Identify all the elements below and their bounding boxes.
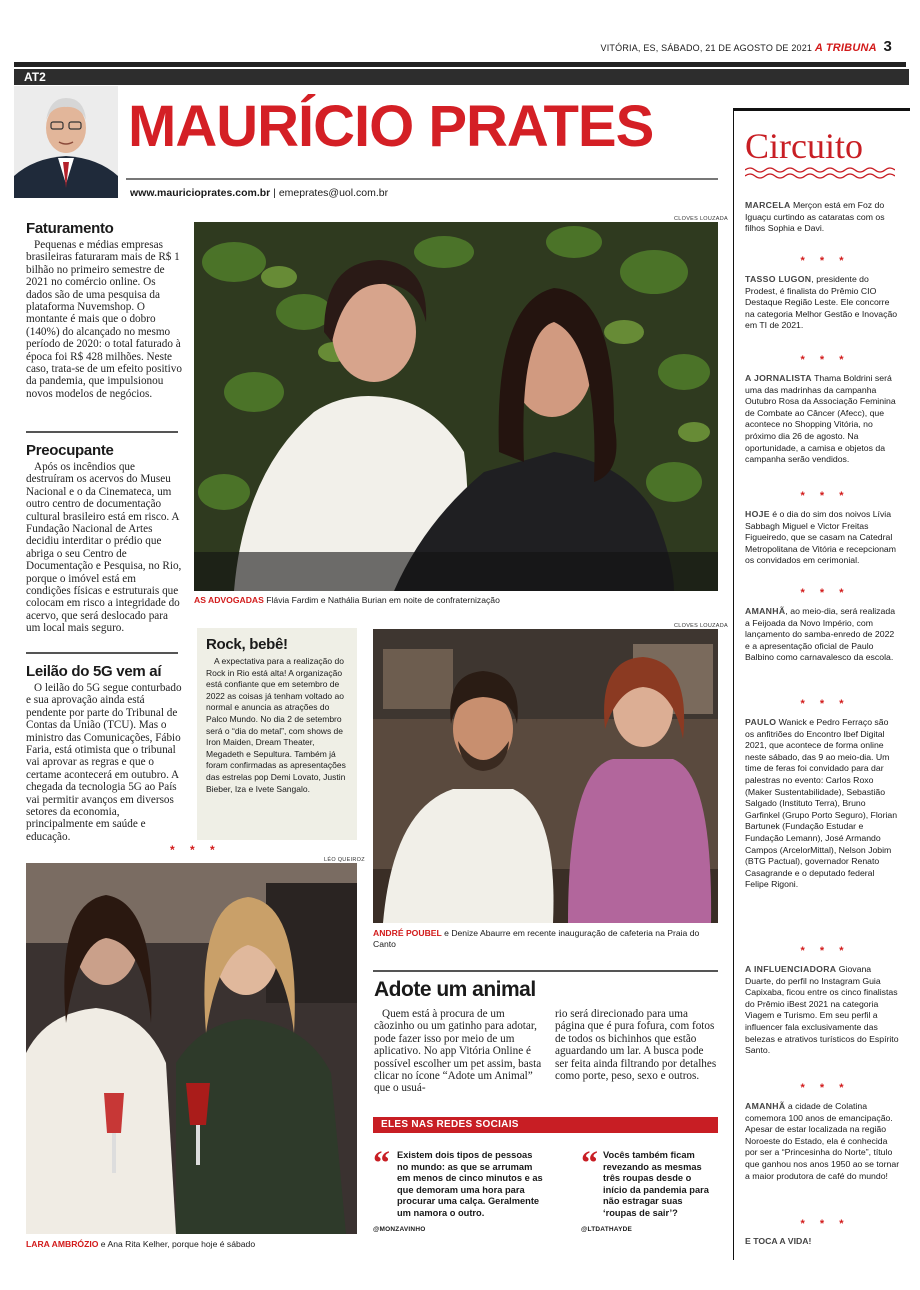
- entry-lead: TASSO LUGON: [745, 274, 812, 284]
- entry-lead: AMANHÃ: [745, 1101, 786, 1111]
- entry-separator: * * *: [800, 1218, 850, 1230]
- entry-text: Giovana Duarte, do perfil no Instagram Guia Capixaba, ficou entre os cinco finalistas do Prêmio iBest 2021 na categoria Viagem e Turismo. Em seu perfil a influencer fala exclusivamente das belezas e atrativos turísticos do Espírito Santo.: [745, 964, 899, 1056]
- story-divider: [26, 652, 178, 654]
- circuito-entry: [745, 200, 900, 235]
- story-leilao-5g: [26, 663, 182, 843]
- photo-credit: CLOVES LOUZADA: [674, 623, 729, 629]
- circuito-entry: [745, 606, 900, 664]
- story-text: Após os incêndios que destruíram os acervos do Museu Nacional e o da Cinemateca, um outro centro de documentação cultural brasileiro está em risco. A Fundação Nacional de Artes decidiu interditar o prédio que abriga o seu Centro de Documentação e Pesquisa, no Rio, porque o imóvel está em condições físicas e estruturais que colocam em risco a integridade do acervo, que será deslocado para um local mais seguro.: [26, 461, 182, 635]
- story-preocupante: [26, 442, 182, 635]
- entry-separator: * * *: [800, 1082, 850, 1094]
- photo-saturday: [26, 863, 357, 1234]
- story-divider: [373, 970, 718, 972]
- rock-title: Rock, bebê!: [206, 636, 288, 653]
- rock-box: [197, 628, 357, 840]
- email-link[interactable]: emeprates@uol.com.br: [278, 187, 389, 199]
- photo-credit: CLOVES LOUZADA: [674, 216, 729, 222]
- entry-text: Wanick e Pedro Ferraço são os anfitriões do Encontro Ibef Digital 2021, que acontece de forma online neste sábado, das 9 ao meio-dia. Um time de feras foi convidado para dar palestras no evento: Carlos Roxo (Maker Sustentabilidade), Sebastião Salgado (Instituto Terra), Bruno Garfinkel (Grupo Porto Seguro), Florian Bartunek (Fundação Estudar e Fundação Lemann), José Armando Campos (ArcelorMittal), Nelson Jobim (BTG Pactual), governador Renato Casagrande e o deputado federal Felipe Rigoni.: [745, 717, 898, 890]
- quote-text: Existem dois tipos de pessoas no mundo: as que se arrumam em menos de cinco minutos e as que demoram uma hora para procurar uma calça. Geralmente um namora o outro.: [397, 1150, 543, 1218]
- entry-lead: A JORNALISTA: [745, 373, 812, 383]
- photo-caption: [26, 1239, 357, 1250]
- top-rule: [14, 62, 906, 67]
- entry-lead: MARCELA: [745, 200, 791, 210]
- quote-text: Vocês também ficam revezando as mesmas três roupas desde o início da pandemia para não estragar suas ‘roupas de sair’?: [603, 1150, 709, 1218]
- section-bar: [14, 69, 909, 85]
- wave-ornament-icon: [745, 166, 895, 180]
- story-text: O leilão do 5G segue conturbado e sua aprovação ainda está pendente por parte do Tribunal de Contas da União (TCU). Mas o ministro das Comunicações, Fábio Faria, está otimista que o tribunal vai aprovar as regras e que o certame acontecerá em outubro. A chegada da tecnologia 5G ao País vai permitir avanços em diversos setores da economia, principalmente em saúde e educação.: [26, 682, 182, 843]
- contact-line: [130, 187, 388, 199]
- caption-text: e Ana Rita Kelher, porque hoje é sábado: [98, 1239, 256, 1249]
- quote-open-icon: “: [581, 1145, 598, 1182]
- column-title: MAURÍCIO PRATES: [128, 94, 654, 159]
- caption-text: Flávia Fardim e Nathália Burian em noite de confraternização: [263, 595, 500, 605]
- story-title: Leilão do 5G vem aí: [26, 663, 162, 680]
- photo-credit: LÉO QUEIROZ: [324, 857, 365, 863]
- photo-cafe: [373, 629, 718, 923]
- circuito-entry: [745, 717, 900, 891]
- entry-separator: * * *: [800, 587, 850, 599]
- entry-lead: A INFLUENCIADORA: [745, 964, 837, 974]
- social-quote: [373, 1145, 543, 1233]
- quote-open-icon: “: [373, 1145, 390, 1182]
- entry-lead: HOJE: [745, 509, 770, 519]
- caption-names: AS ADVOGADAS: [194, 595, 264, 605]
- entry-text: , presidente do Prodest, é finalista do Prêmio CIO Destaque Região Leste. Ele concorre na categoria Melhor Gestão e Inovação em TI de 2021.: [745, 274, 898, 331]
- entry-text: Merçon está em Foz do Iguaçu curtindo as cataratas com os filhos Sophia e Davi.: [745, 200, 885, 234]
- photo-caption: [194, 595, 718, 606]
- entry-lead: PAULO: [745, 717, 777, 727]
- title-rule: [126, 178, 718, 180]
- dateline-text: VITÓRIA, ES, SÁBADO, 21 DE AGOSTO DE 2021: [600, 43, 813, 53]
- social-section-label: ELES NAS REDES SOCIAIS: [373, 1117, 718, 1133]
- photo-caption: [373, 928, 718, 950]
- entry-separator: * * *: [800, 698, 850, 710]
- circuito-entry: [745, 1101, 900, 1182]
- entry-text: Thama Boldrini será uma das madrinhas da campanha Outubro Rosa da Associação Feminina de Combate ao Câncer (Afecc), que acontece no Shopping Vitória, no próximo dia 26 de agosto. Na oportunidade, a camisa e objetos da campanha serão vendidos.: [745, 373, 896, 465]
- circuito-entry: [745, 509, 900, 567]
- section-stars: * * *: [170, 843, 221, 857]
- caption-names: ANDRÉ POUBEL: [373, 928, 442, 938]
- caption-text: e Denize Abaurre em recente inauguração de cafeteria na Praia do Canto: [373, 928, 700, 949]
- circuito-entry: [745, 964, 900, 1057]
- quote-handle: @MONZAVINHO: [373, 1225, 426, 1233]
- adote-title: Adote um animal: [374, 978, 536, 1001]
- story-title: Faturamento: [26, 220, 114, 237]
- entry-text: a cidade de Colatina comemora 100 anos de emancipação. Apesar de estar localizada na região Noroeste do Estado, ela é conhecida por ser a “Princesinha do Norte”, título que ganhou nos anos 1950 ao se tornar a maior produtora de café do mundo!: [745, 1101, 900, 1181]
- newspaper-brand: A TRIBUNA: [814, 42, 877, 54]
- contact-separator: |: [273, 187, 276, 199]
- story-faturamento: [26, 220, 182, 400]
- circuito-closing: E TOCA A VIDA!: [745, 1236, 812, 1246]
- quote-handle: @LTDATHAYDE: [581, 1225, 633, 1233]
- adote-text-col1: Quem está à procura de um cãozinho ou um gatinho para adotar, pode fazer isso por meio de um aplicativo. No app Vitória Online é possível escolher um pet assim, basta clicar no ícone “Adote um Animal” que o usuá-: [374, 1008, 542, 1095]
- story-text: Pequenas e médias empresas brasileiras faturaram mais de R$ 1 bilhão no primeiro semestre de 2021 no comércio online. Os dados são de uma pesquisa da plataforma Nuvemshop. O montante é mais que o dobro (140%) do alcançado no mesmo período de 2020: o total faturado à época foi R$ 428 milhões. Neste caso, trata-se de um efeito positivo da pandemia, que impulsionou novos modelos de negócios.: [26, 239, 182, 400]
- entry-text: é o dia do sim dos noivos Lívia Sabbagh Miguel e Victor Freitas Figueiredo, que se casam na Catedral Metropolitana de Vitória e recepcionam os convidados em cerimonial.: [745, 509, 896, 566]
- story-divider: [26, 431, 178, 433]
- circuito-title: Circuito: [745, 126, 863, 166]
- entry-text: , ao meio-dia, será realizada a Feijoada da Novo Império, com lançamento do samba-enredo de 2022 e a apresentação oficial de Paulo Balbino como carnavalesco da escola.: [745, 606, 896, 663]
- entry-separator: * * *: [800, 945, 850, 957]
- adote-text-col2: rio será direcionado para uma página que é pura fofura, com fotos de todos os bichinhos que estão aguardando um lar. A busca pode ser feita ainda filtrando por detalhes como porte, peso, sexo e outros.: [555, 1008, 717, 1083]
- entry-separator: * * *: [800, 255, 850, 267]
- entry-separator: * * *: [800, 490, 850, 502]
- rock-text: A expectativa para a realização do Rock in Rio está alta! A organização está confiante que em setembro de 2022 as coisas já tenham voltado ao normal e anuncia as atrações do Palco Mundo. No dia 2 de setembro será o “dia do metal”, com shows de Iron Maiden, Dream Theater, Megadeth e Sepultura. Também já foram confirmadas as apresentações das estrelas pop Demi Lovato, Justin Bieber, Iza e Ivete Sangalo.: [206, 656, 346, 794]
- circuito-entry: [745, 373, 900, 466]
- section-label: AT2: [14, 69, 76, 85]
- website-link[interactable]: www.mauricioprates.com.br: [130, 187, 271, 199]
- caption-names: LARA AMBRÓZIO: [26, 1239, 99, 1249]
- photo-lawyers: [194, 222, 718, 591]
- story-title: Preocupante: [26, 442, 114, 459]
- dateline: [601, 38, 892, 55]
- social-quote: [581, 1145, 716, 1233]
- circuito-entry: [745, 274, 900, 332]
- columnist-portrait: [14, 86, 118, 198]
- page-number: 3: [883, 38, 892, 55]
- entry-separator: * * *: [800, 354, 850, 366]
- entry-lead: AMANHÃ: [745, 606, 786, 616]
